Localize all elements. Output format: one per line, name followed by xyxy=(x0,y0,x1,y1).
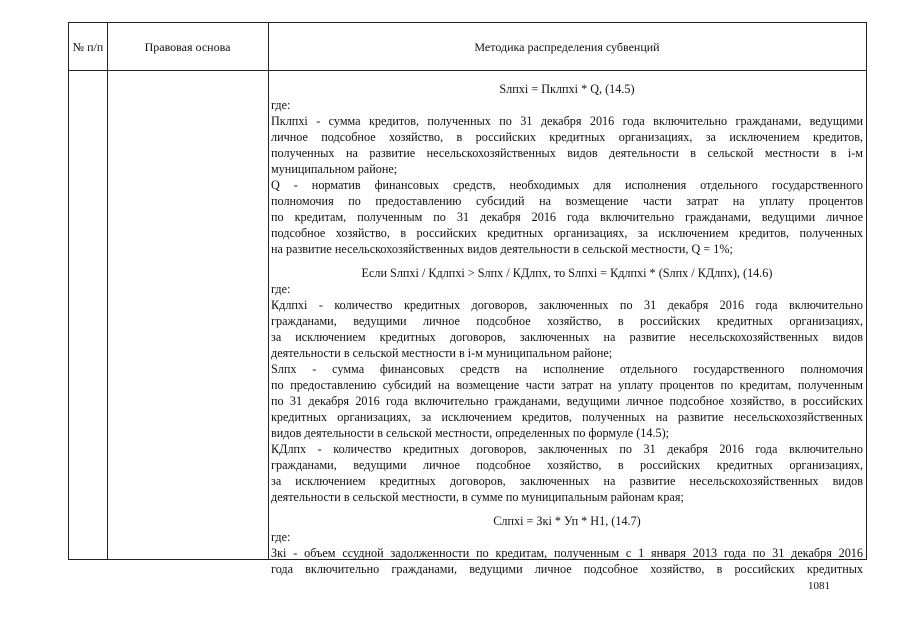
text-line: деятельности в сельской местности в i-м муниципальном районе; xyxy=(271,346,613,360)
text-line: полномочия по предоставлению субсидий на возмещение части затрат на уплату процентов xyxy=(271,194,863,208)
text-line: Sлпх - сумма финансовых средств на исполнение отдельного государственного полномочия xyxy=(271,362,863,376)
text-line: кредитных организациях, за исключением кредитов, полученных на развитие несельскохозяйственных xyxy=(271,410,863,424)
page-number: 1081 xyxy=(808,580,830,592)
header-number: № п/п xyxy=(72,39,104,54)
text-line: на развитие несельскохозяйственных видов деятельности в сельской местности, Q = 1%; xyxy=(271,242,733,256)
methodology-content xyxy=(271,81,863,577)
where-label: где: xyxy=(271,282,291,296)
text-line: подсобное хозяйство, в российских кредитных организациях, за исключением кредитов, полученных xyxy=(271,226,863,240)
methodology-table xyxy=(68,22,867,576)
text-line: полученных на развитие несельскохозяйственных видов деятельности в сельской местности в i-м xyxy=(271,146,863,160)
column-divider xyxy=(107,23,108,559)
text-line: КДлпх - количество кредитных договоров, заключенных по 31 декабря 2016 года включительно xyxy=(271,442,863,456)
text-line: Зкi - объем ссудной задолженности по кредитам, полученным с 1 января 2013 года по 31 декабря 2016 xyxy=(271,546,863,560)
formula-14-6: Если Sлпхi / Кдлпхi > Sлпх / КДлпх, то Sлпхi = Кдлпхi * (Sлпх / КДлпх), (14.6) xyxy=(361,266,773,280)
text-line: за исключением кредитных договоров, заключенных на развитие несельскохозяйственных видов xyxy=(271,330,863,344)
column-divider xyxy=(268,23,269,559)
text-line: гражданами, ведущими личное подсобное хозяйство, в российских кредитных организациях, xyxy=(271,458,863,472)
header-legal-basis: Правовая основа xyxy=(144,39,231,54)
text-line: Q - норматив финансовых средств, необходимых для исполнения отдельного государственного xyxy=(271,178,863,192)
text-line: по кредитам, полученным по 31 декабря 2016 года включительно гражданами, ведущими личное xyxy=(271,210,863,224)
text-line: гражданами, ведущими личное подсобное хозяйство, в российских кредитных организациях, xyxy=(271,314,863,328)
text-line: Кдлпхi - количество кредитных договоров, заключенных по 31 декабря 2016 года включительно xyxy=(271,298,863,312)
where-label: где: xyxy=(271,530,291,544)
text-line: по 31 декабря 2016 года включительно гражданами, ведущими личное подсобное хозяйство, в российских xyxy=(271,394,863,408)
text-line: за исключением кредитных договоров, заключенных на развитие несельскохозяйственных видов xyxy=(271,474,863,488)
text-line: видов деятельности в сельской местности, определенных по формуле (14.5); xyxy=(271,426,670,440)
header-methodology: Методика распределения субвенций xyxy=(474,39,660,54)
formula-14-7: Слпхi = Зкi * Уп * Н1, (14.7) xyxy=(493,514,641,528)
text-line: личное подсобное хозяйство, в российских кредитных организациях, за исключением кредитов, xyxy=(271,130,863,144)
header-divider xyxy=(69,70,866,71)
text-line: деятельности в сельской местности, в сумме по муниципальным районам края; xyxy=(271,490,684,504)
text-line: по предоставлению субсидий на возмещение части затрат на уплату процентов по кредитам, полученным xyxy=(271,378,863,392)
text-line: Пклпхi - сумма кредитов, полученных по 31 декабря 2016 года включительно гражданами, ведущими xyxy=(271,114,863,128)
text-line: муниципальном районе; xyxy=(271,162,398,176)
formula-14-5: Sлпхi = Пклпхi * Q, (14.5) xyxy=(499,82,635,96)
text-line: года включительно гражданами, ведущими личное подсобное хозяйство, в российских кредитных xyxy=(271,562,863,576)
where-label: где: xyxy=(271,98,291,112)
